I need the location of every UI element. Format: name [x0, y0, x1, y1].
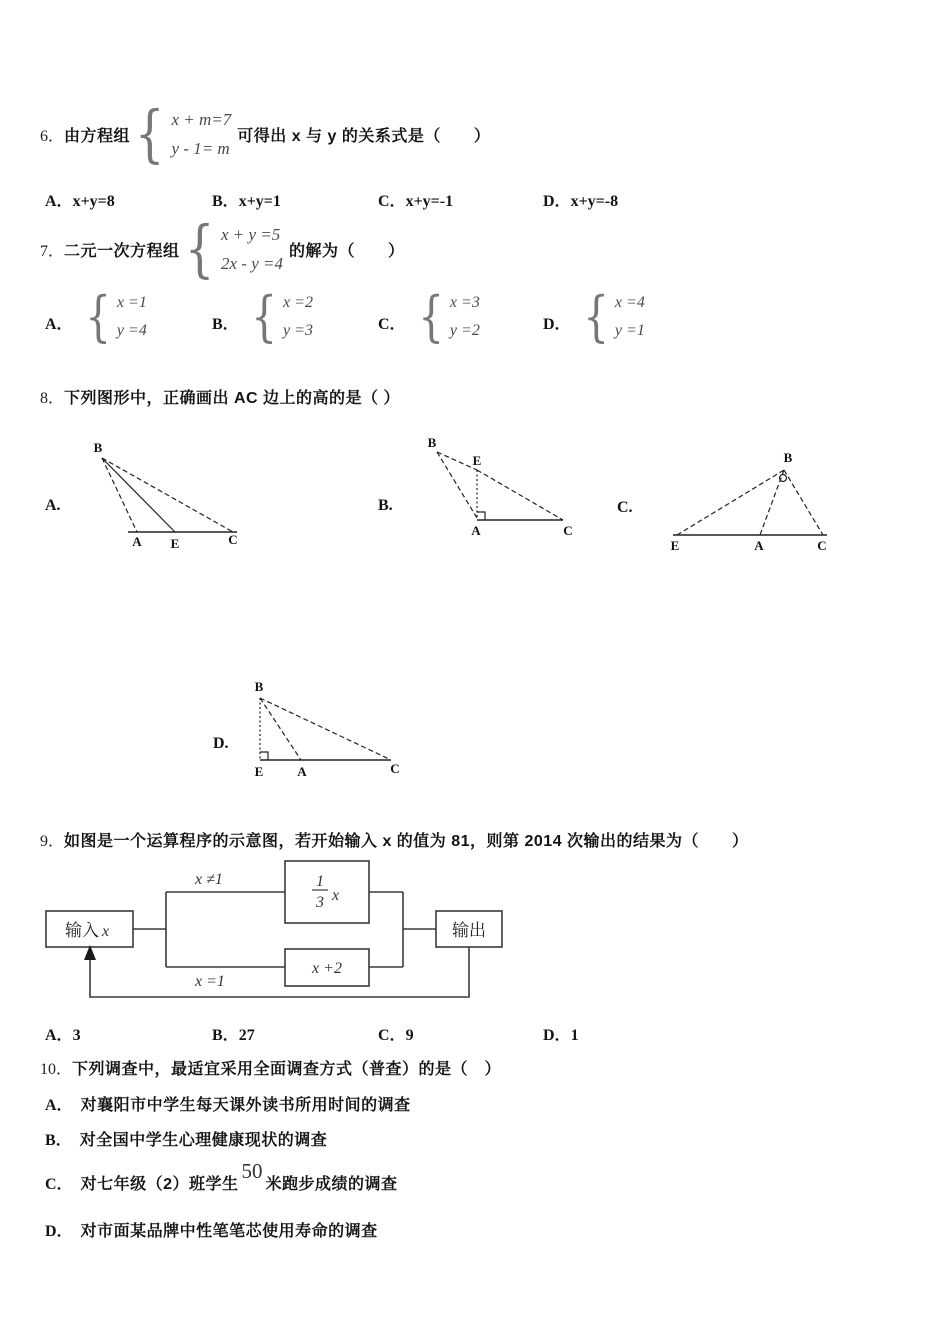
option-text: x+y=-8: [570, 193, 619, 210]
question-7: [40, 211, 405, 285]
vertex-label-a: A: [132, 534, 142, 549]
option-letter: C．: [45, 1176, 73, 1193]
question-8-text: 下列图形中，正确画出 AC 边上的高的是（ ）: [64, 390, 400, 407]
option-text: x+y=8: [72, 193, 115, 210]
option-text: 对全国中学生心理健康现状的调查: [79, 1132, 328, 1149]
option-letter: C．: [378, 1027, 406, 1044]
vertex-label-c: C: [563, 523, 573, 538]
flowchart-condition-bottom: x =1: [195, 973, 225, 990]
option-text: x+y=1: [238, 193, 281, 210]
question-9-title: [40, 828, 749, 851]
fraction-variable: x: [332, 887, 340, 904]
option-letter: B．: [212, 193, 239, 210]
option-letter: B．: [45, 1132, 72, 1149]
equation-line: x + y =5: [220, 224, 281, 244]
option-text: 27: [238, 1027, 255, 1044]
option-letter: A．: [45, 316, 73, 333]
flowchart: [40, 850, 520, 1010]
option-text: 1: [570, 1027, 579, 1044]
question-6-system: [171, 110, 231, 159]
vertex-label-e: E: [472, 453, 482, 468]
question-9-number: 9．: [40, 833, 65, 850]
option-text: 米跑步成绩的调查: [265, 1176, 398, 1193]
option-letter: A．: [45, 193, 73, 210]
vertex-label-b: B: [93, 440, 103, 455]
question-10-option-b: [45, 1127, 327, 1150]
option-a: [45, 285, 151, 349]
option-letter: D．: [543, 193, 571, 210]
option-b: [212, 285, 317, 349]
equation-line: y - 1= m: [171, 138, 230, 158]
vertex-label-c: C: [390, 761, 400, 776]
option-letter: B．: [212, 316, 239, 333]
question-10-number: 10．: [40, 1061, 73, 1078]
option-letter: D．: [45, 1223, 73, 1240]
question-8-title: [40, 385, 400, 408]
system-brace: {: [250, 285, 277, 349]
question-6-prefix: 由方程组: [64, 127, 131, 145]
question-6-suffix: 可得出 x 与 y 的关系式是（ ）: [237, 127, 491, 145]
question-6: [40, 96, 491, 170]
equation-line: y =2: [449, 322, 480, 339]
question-7-number: 7．: [40, 242, 65, 260]
option-c: [378, 285, 484, 349]
option-letter: C．: [378, 193, 406, 210]
flowchart-feedback-line: [90, 947, 469, 997]
option-superscript-number: 50: [241, 1159, 263, 1183]
option-a: [45, 188, 115, 211]
flowchart-bottom-expression: x +2: [312, 960, 342, 977]
option-text: 对襄阳市中学生每天课外读书所用时间的调查: [80, 1097, 411, 1114]
triangle-figure-b: [420, 435, 580, 545]
option-c: [378, 188, 453, 211]
system-brace: {: [582, 285, 609, 349]
figure-b-label: B.: [378, 497, 393, 514]
question-10-option-d: [45, 1218, 378, 1241]
question-7-prefix: 二元一次方程组: [64, 242, 180, 260]
vertex-label-e: E: [670, 538, 680, 553]
question-10-title: [40, 1056, 501, 1079]
figure-c-label: C.: [617, 499, 633, 516]
question-7-system: [221, 225, 283, 274]
equation-line: x =3: [449, 294, 480, 311]
option-d: [543, 188, 618, 211]
option-letter: D．: [543, 316, 571, 333]
option-d: [543, 285, 649, 349]
system-brace: {: [417, 285, 444, 349]
option-b: [212, 188, 281, 211]
vertex-label-b: B: [427, 435, 437, 450]
vertex-label-b: B: [254, 679, 264, 694]
equation-line: y =3: [283, 322, 313, 339]
question-9-text: 如图是一个运算程序的示意图，若开始输入 x 的值为 81，则第 2014 次输出的结果为（ ）: [64, 833, 749, 850]
flowchart-output-label: 输出: [452, 921, 486, 940]
equation-line: y =1: [614, 322, 645, 339]
figure-d-label: D.: [213, 735, 229, 752]
flowchart-condition-top: x ≠1: [195, 871, 223, 888]
equation-line: y =4: [116, 322, 147, 339]
flowchart-input-variable: x: [102, 923, 110, 940]
system-brace: {: [84, 285, 111, 349]
option-letter: B．: [212, 1027, 239, 1044]
question-10-text: 下列调查中，最适宜采用全面调查方式（普查）的是（ ）: [72, 1061, 502, 1078]
triangle-figure-d: [245, 680, 405, 782]
option-c: [378, 1022, 414, 1045]
vertex-label-a: A: [471, 523, 481, 538]
figure-a-label: A.: [45, 497, 61, 514]
vertex-label-b: B: [783, 450, 793, 465]
question-7-suffix: 的解为（ ）: [288, 242, 405, 260]
option-text: 9: [405, 1027, 414, 1044]
option-letter: A．: [45, 1097, 73, 1114]
vertex-label-e: E: [254, 764, 264, 779]
vertex-label-c: C: [817, 538, 827, 553]
option-d: [543, 1022, 579, 1045]
option-letter: A．: [45, 1027, 73, 1044]
vertex-label-c: C: [228, 532, 238, 547]
system-brace: {: [134, 96, 165, 170]
question-8-number: 8．: [40, 390, 65, 407]
equation-line: 2x - y =4: [220, 253, 283, 273]
equation-line: x + m=7: [171, 109, 232, 129]
vertex-label-a: A: [297, 764, 307, 779]
option-a: [45, 1022, 81, 1045]
equation-line: x =4: [614, 294, 645, 311]
question-10-option-c: [45, 1159, 398, 1195]
question-10-option-a: [45, 1092, 411, 1115]
question-6-number: 6．: [40, 127, 65, 145]
option-b: [212, 1022, 255, 1045]
fraction-denominator: 3: [316, 894, 324, 911]
equation-line: x =2: [283, 294, 313, 311]
flowchart-input-label: 输入: [65, 921, 99, 940]
vertex-label-a: A: [754, 538, 764, 553]
option-text: 对市面某品牌中性笔笔芯使用寿命的调查: [80, 1223, 378, 1240]
option-text: 3: [72, 1027, 81, 1044]
option-text: 对七年级（2）班学生: [80, 1176, 239, 1193]
triangle-figure-a: [85, 440, 245, 558]
option-letter: D．: [543, 1027, 571, 1044]
option-letter: C．: [378, 316, 406, 333]
vertex-label-e: E: [170, 536, 180, 551]
flowchart-top-box: [285, 861, 369, 923]
triangle-figure-c: [665, 450, 843, 558]
fraction-numerator: 1: [316, 873, 324, 890]
option-text: x+y=-1: [405, 193, 454, 210]
equation-line: x =1: [116, 294, 147, 311]
system-brace: {: [184, 211, 215, 285]
